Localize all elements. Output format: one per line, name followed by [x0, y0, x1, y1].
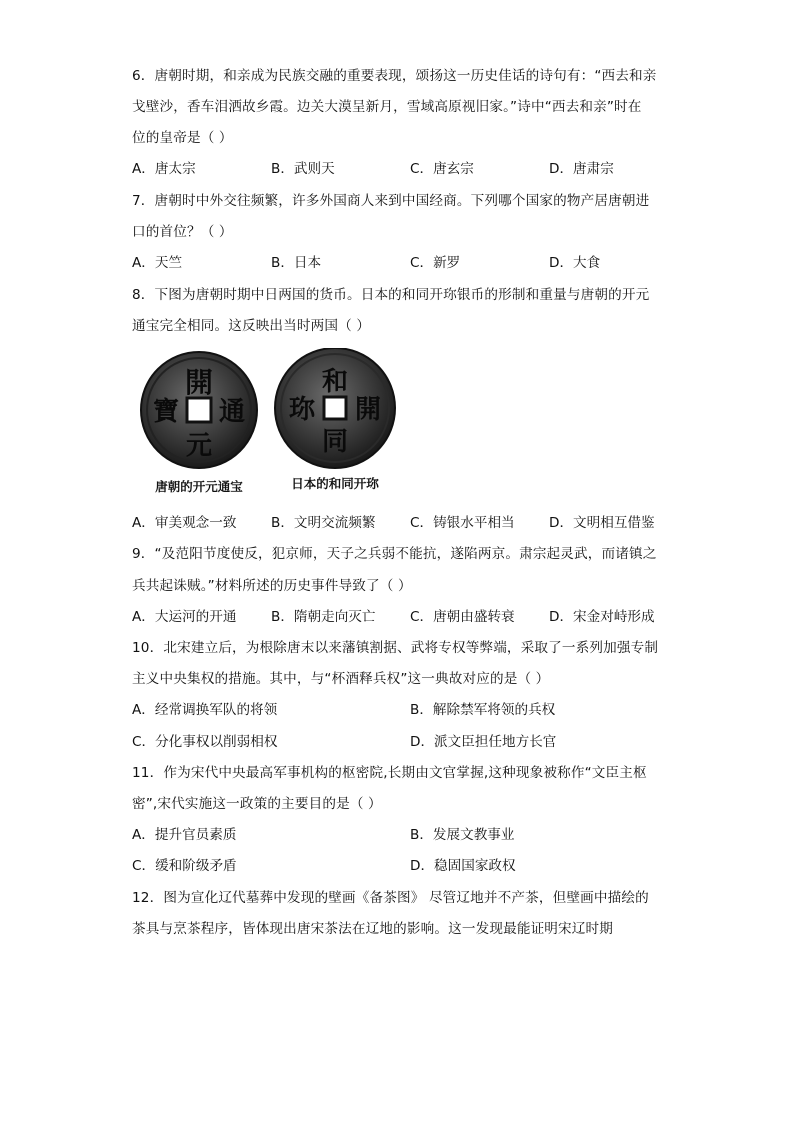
q9-option-d: D．宋金对峙形成: [549, 609, 655, 625]
coin2-char-left: 珎: [288, 395, 316, 425]
q6-option-a: A．唐太宗: [132, 161, 196, 177]
q9-line-2: 兵共起诛贼。”材料所述的历史事件导致了（ ）: [132, 578, 412, 594]
caption-kaiyuan: 唐朝的开元通宝: [155, 479, 243, 494]
q8-option-c: C．铸银水平相当: [410, 515, 515, 531]
q8-option-b: B．文明交流频繁: [271, 515, 376, 531]
coins-figure: [137, 348, 399, 498]
coin2-char-right: 開: [354, 395, 382, 425]
q9-line-1: 9．“及范阳节度使反，犯京师，天子之兵弱不能抗，遂陷两京。肃宗起灵武，而诸镇之: [132, 546, 657, 562]
coin1-char-top: 開: [184, 366, 214, 399]
q11-option-c: C．缓和阶级矛盾: [132, 858, 237, 874]
q7-option-a: A．天竺: [132, 255, 183, 271]
q8-option-d: D．文明相互借鉴: [549, 515, 655, 531]
kaiyuan-tongbao-coin: [141, 352, 257, 468]
q6-option-d: D．唐肃宗: [549, 161, 614, 177]
q8-option-a: A．审美观念一致: [132, 515, 237, 531]
q12-line-1: 12．图为宣化辽代墓葬中发现的壁画《备茶图》 尽管辽地并不产茶，但壁画中描绘的: [132, 890, 649, 906]
q11-line-2: 密”,宋代实施这一政策的主要目的是（ ）: [132, 796, 382, 812]
q10-option-c: C．分化事权以削弱相权: [132, 734, 278, 750]
coin2-char-bottom: 同: [321, 427, 349, 457]
wado-kaichin-coin: [275, 348, 395, 468]
q12-line-2: 茶具与烹茶程序，皆体现出唐宋茶法在辽地的影响。这一发现最能证明宋辽时期: [132, 921, 614, 937]
q7-line-1: 7．唐朝时中外交往频繁，许多外国商人来到中国经商。下列哪个国家的物产居唐朝进: [132, 193, 650, 209]
q6-line-2: 戈壁沙，香车泪洒故乡霞。边关大漠呈新月，雪域高原视旧家。”诗中“西去和亲”时在: [132, 99, 642, 115]
q10-line-1: 10．北宋建立后，为根除唐末以来藩镇割据、武将专权等弊端，采取了一系列加强专制: [132, 640, 659, 656]
q7-line-2: 口的首位？（ ）: [132, 224, 233, 240]
q11-option-a: A．提升官员素质: [132, 827, 237, 843]
coin1-char-right: 通: [218, 397, 246, 427]
q6-line-3: 位的皇帝是（ ）: [132, 130, 233, 146]
caption-wado: 日本的和同开珎: [291, 476, 379, 491]
q9-option-c: C．唐朝由盛转衰: [410, 609, 515, 625]
q7-option-b: B．日本: [271, 255, 322, 271]
q9-option-a: A．大运河的开通: [132, 609, 237, 625]
coin1-char-left: 寶: [152, 397, 180, 427]
q7-option-d: D．大食: [549, 255, 601, 271]
q8-line-2: 通宝完全相同。这反映出当时两国（ ）: [132, 318, 371, 334]
q7-option-c: C．新罗: [410, 255, 461, 271]
q10-option-a: A．经常调换军队的将领: [132, 702, 278, 718]
coin1-char-bottom: 元: [185, 431, 213, 461]
q6-option-c: C．唐玄宗: [410, 161, 474, 177]
q8-line-1: 8．下图为唐朝时期中日两国的货币。日本的和同开珎银币的形制和重量与唐朝的开元: [132, 287, 650, 303]
q10-option-d: D．派文臣担任地方长官: [410, 734, 557, 750]
q6-line-1: 6．唐朝时期，和亲成为民族交融的重要表现，颂扬这一历史佳话的诗句有：“西去和亲: [132, 68, 657, 84]
q6-option-b: B．武则天: [271, 161, 335, 177]
q10-option-b: B．解除禁军将领的兵权: [410, 702, 556, 718]
q10-line-2: 主义中央集权的措施。其中，与“杯酒释兵权”这一典故对应的是（ ）: [132, 671, 550, 687]
q9-option-b: B．隋朝走向灭亡: [271, 609, 376, 625]
q11-line-1: 11．作为宋代中央最高军事机构的枢密院,长期由文官掌握,这种现象被称作“文臣主枢: [132, 765, 647, 781]
q11-option-b: B．发展文教事业: [410, 827, 515, 843]
coin2-char-top: 和: [321, 367, 349, 397]
q11-option-d: D．稳固国家政权: [410, 858, 516, 874]
